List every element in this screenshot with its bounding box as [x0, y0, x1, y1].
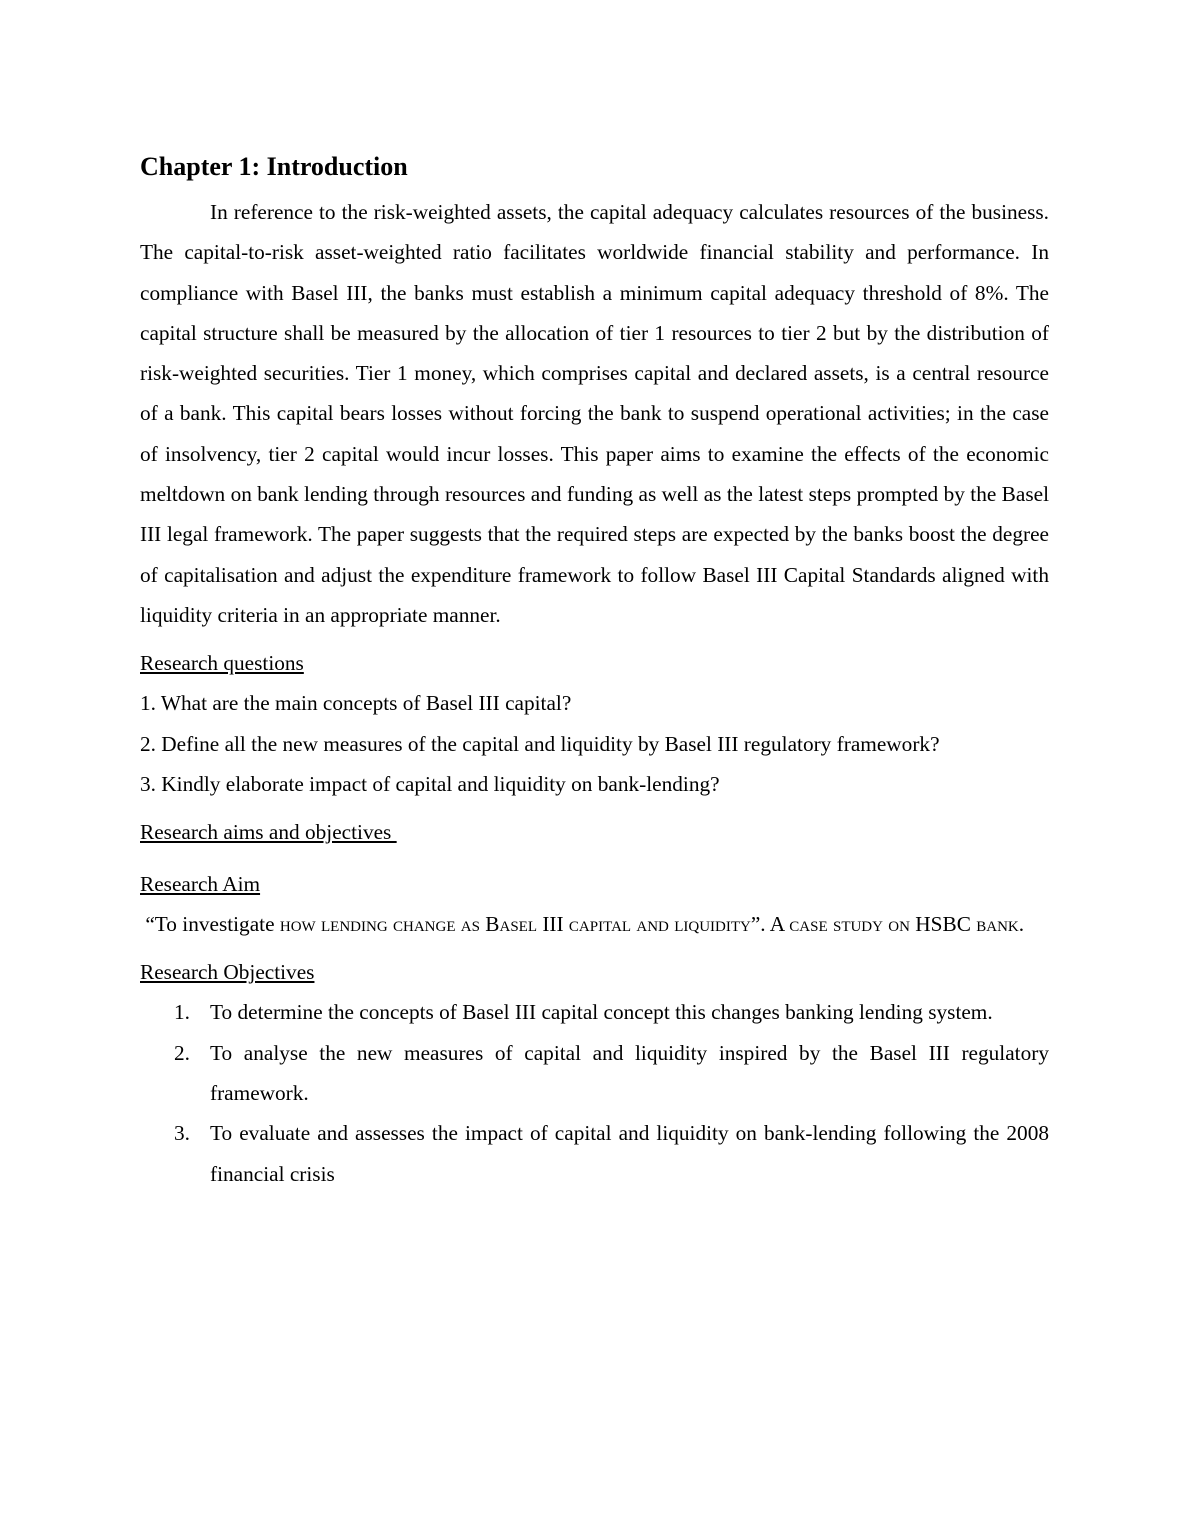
- research-question-item: 1. What are the main concepts of Basel III capital?: [140, 691, 572, 716]
- objective-text: To determine the concepts of Basel III capital concept this changes banking lending system.: [210, 1000, 993, 1025]
- objective-item: [140, 1113, 1049, 1194]
- research-aim-text: [140, 904, 1049, 944]
- research-aim-smallcaps: how lending change as Basel III capital and liquidity”. A case study on HSBC bank.: [279, 912, 1025, 937]
- research-objectives-heading: Research Objectives: [140, 960, 315, 985]
- objective-text: To analyse the new measures of capital and liquidity inspired by the Basel III regulatory framework.: [210, 1040, 1049, 1106]
- research-question-item: 2. Define all the new measures of the capital and liquidity by Basel III regulatory framework?: [140, 731, 940, 756]
- objective-item: [140, 992, 1049, 1032]
- objective-number: 2.: [174, 1040, 190, 1065]
- document-page: [140, 148, 1049, 1194]
- research-questions-heading: Research questions: [140, 651, 304, 676]
- objective-item: [140, 1033, 1049, 1114]
- research-aim-prefix: “To investigate: [140, 912, 280, 937]
- research-questions-list: [140, 683, 1049, 804]
- chapter-title: Chapter 1: Introduction: [140, 152, 408, 181]
- research-objectives-list: [140, 992, 1049, 1193]
- objective-number: 3.: [174, 1121, 190, 1146]
- aims-objectives-heading: Research aims and objectives: [140, 820, 397, 845]
- intro-paragraph: In reference to the risk-weighted assets, the capital adequacy calculates resources of the business. The capital-to-risk asset-weighted ratio facilitates worldwide financial stability and performance. In compliance with Basel III, the banks must establish a minimum capital adequacy threshold of 8%. The capital structure shall be measured by the allocation of tier 1 resources to tier 2 but by the distribution of risk-weighted securities. Tier 1 money, which comprises capital and declared assets, is a central resource of a bank. This capital bears losses without forcing the bank to suspend operational activities; in the case of insolvency, tier 2 capital would incur losses. This paper aims to examine the effects of the economic meltdown on bank lending through resources and funding as well as the latest steps prompted by the Basel III legal framework. The paper suggests that the required steps are expected by the banks boost the degree of capitalisation and adjust the expenditure framework to follow Basel III Capital Standards aligned with liquidity criteria in an appropriate manner.: [140, 200, 1049, 627]
- research-aim-heading: Research Aim: [140, 872, 261, 897]
- objective-number: 1.: [174, 1000, 190, 1025]
- objective-text: To evaluate and assesses the impact of capital and liquidity on bank-lending following the 2008 financial crisis: [210, 1121, 1049, 1186]
- research-question-item: 3. Kindly elaborate impact of capital and liquidity on bank-lending?: [140, 771, 720, 796]
